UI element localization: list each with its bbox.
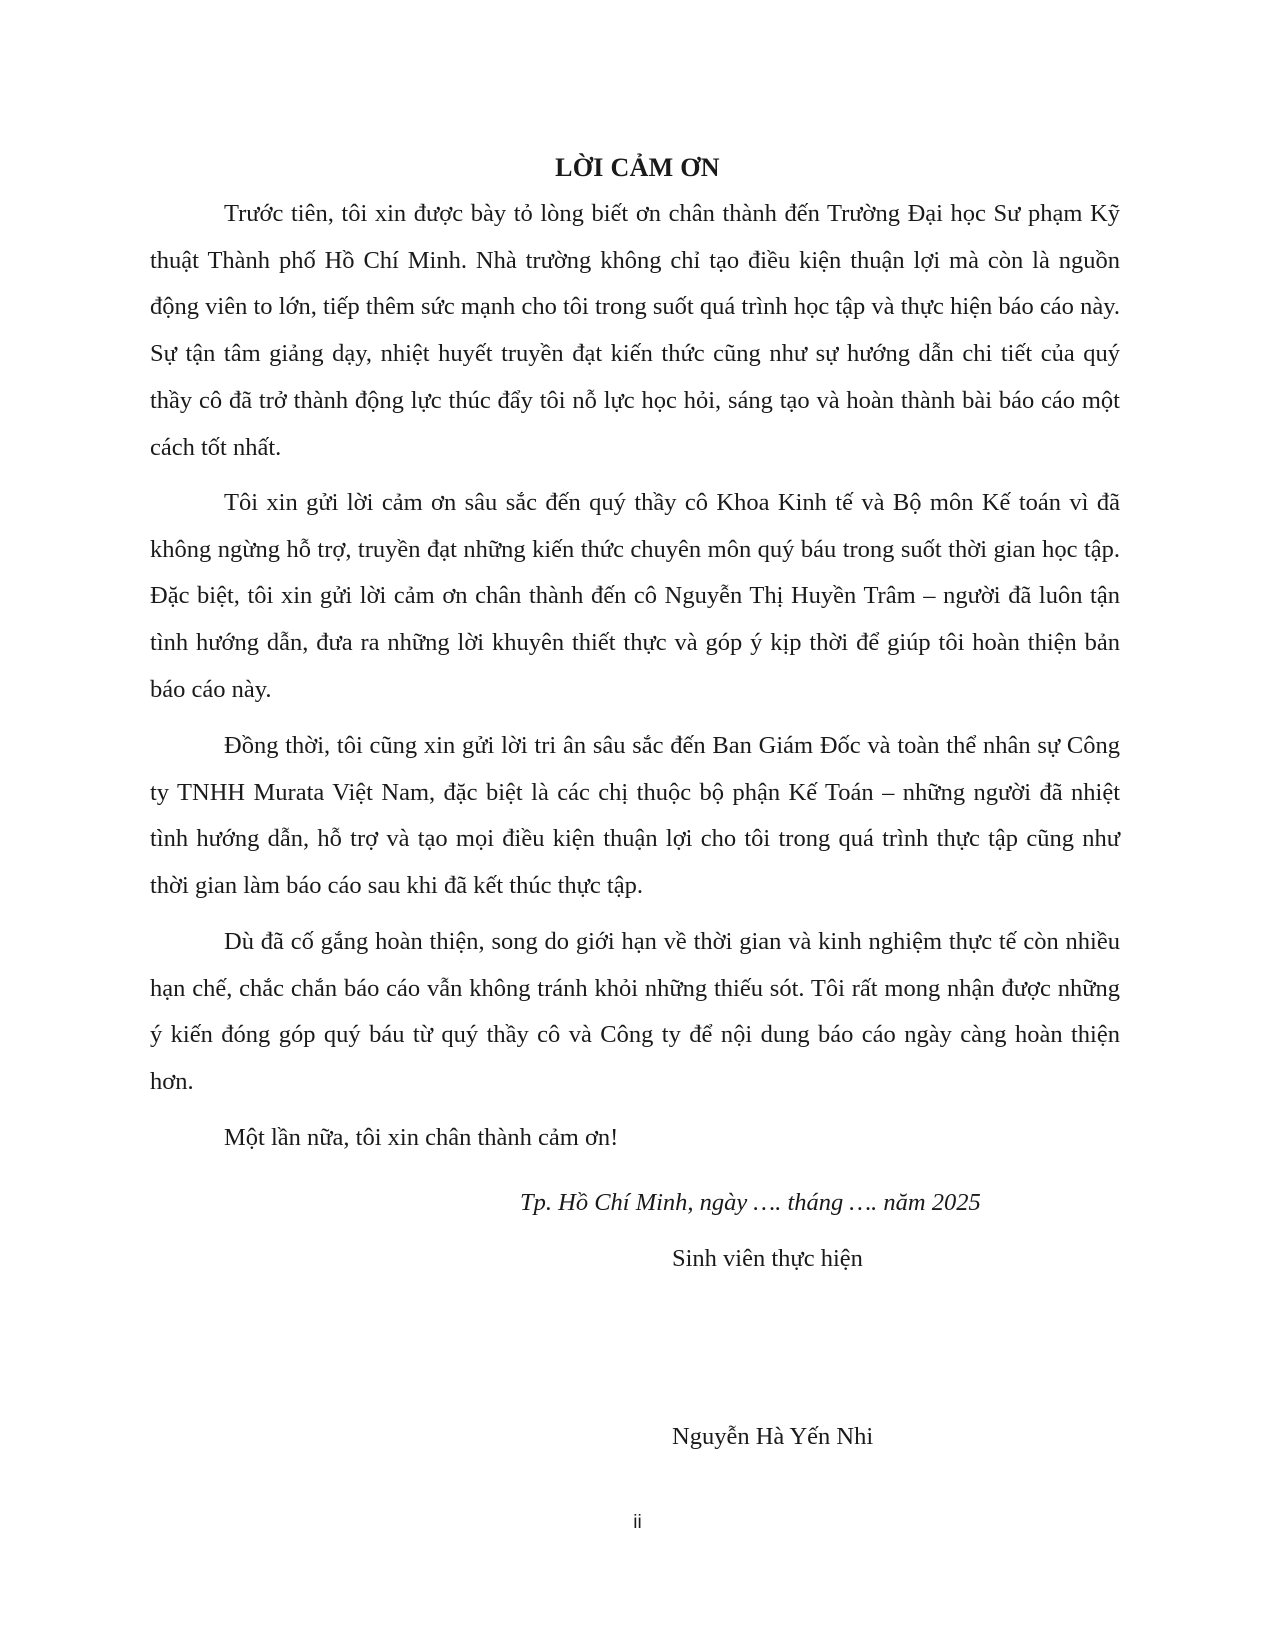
paragraph-thanks-university: Trước tiên, tôi xin được bày tỏ lòng biết ơn chân thành đến Trường Đại học Sư phạm Kỹ thuật Thành phố Hồ Chí Minh. Nhà trường không chỉ tạo điều kiện thuận lợi mà còn là nguồn động viên to lớn, tiếp thêm sức mạnh cho tôi trong suốt quá trình học tập và thực hiện báo cáo này. Sự tận tâm giảng dạy, nhiệt huyết truyền đạt kiến thức cũng như sự hướng dẫn chi tiết của quý thầy cô đã trở thành động lực thúc đẩy tôi nỗ lực học hỏi, sáng tạo và hoàn thành bài báo cáo một cách tốt nhất. bbox=[150, 200, 1120, 461]
place-date-line: Tp. Hồ Chí Minh, ngày …. tháng …. năm 2025 bbox=[520, 1189, 981, 1216]
paragraph-closing: Một lần nữa, tôi xin chân thành cảm ơn! bbox=[224, 1124, 619, 1151]
paragraph-limitations: Dù đã cố gắng hoàn thiện, song do giới hạn về thời gian và kinh nghiệm thực tế còn nhiều hạn chế, chắc chắn báo cáo vẫn không tránh khỏi những thiếu sót. Tôi rất mong nhận được những ý kiến đóng góp quý báu từ quý thầy cô và Công ty để nội dung báo cáo ngày càng hoàn thiện hơn. bbox=[150, 928, 1120, 1096]
page-number: ii bbox=[633, 1512, 642, 1533]
paragraph-thanks-faculty: Tôi xin gửi lời cảm ơn sâu sắc đến quý thầy cô Khoa Kinh tế và Bộ môn Kế toán vì đã không ngừng hỗ trợ, truyền đạt những kiến thức chuyên môn quý báu trong suốt thời gian học tập. Đặc biệt, tôi xin gửi lời cảm ơn chân thành đến cô Nguyễn Thị Huyền Trâm – người đã luôn tận tình hướng dẫn, đưa ra những lời khuyên thiết thực và góp ý kịp thời để giúp tôi hoàn thiện bản báo cáo này. bbox=[150, 489, 1120, 703]
signature-role: Sinh viên thực hiện bbox=[672, 1245, 863, 1272]
signature-name: Nguyễn Hà Yến Nhi bbox=[672, 1423, 874, 1450]
paragraph-thanks-company: Đồng thời, tôi cũng xin gửi lời tri ân sâu sắc đến Ban Giám Đốc và toàn thể nhân sự Công ty TNHH Murata Việt Nam, đặc biệt là các chị thuộc bộ phận Kế Toán – những người đã nhiệt tình hướng dẫn, hỗ trợ và tạo mọi điều kiện thuận lợi cho tôi trong quá trình thực tập cũng như thời gian làm báo cáo sau khi đã kết thúc thực tập. bbox=[150, 732, 1120, 900]
page-title: LỜI CẢM ƠN bbox=[555, 153, 720, 182]
